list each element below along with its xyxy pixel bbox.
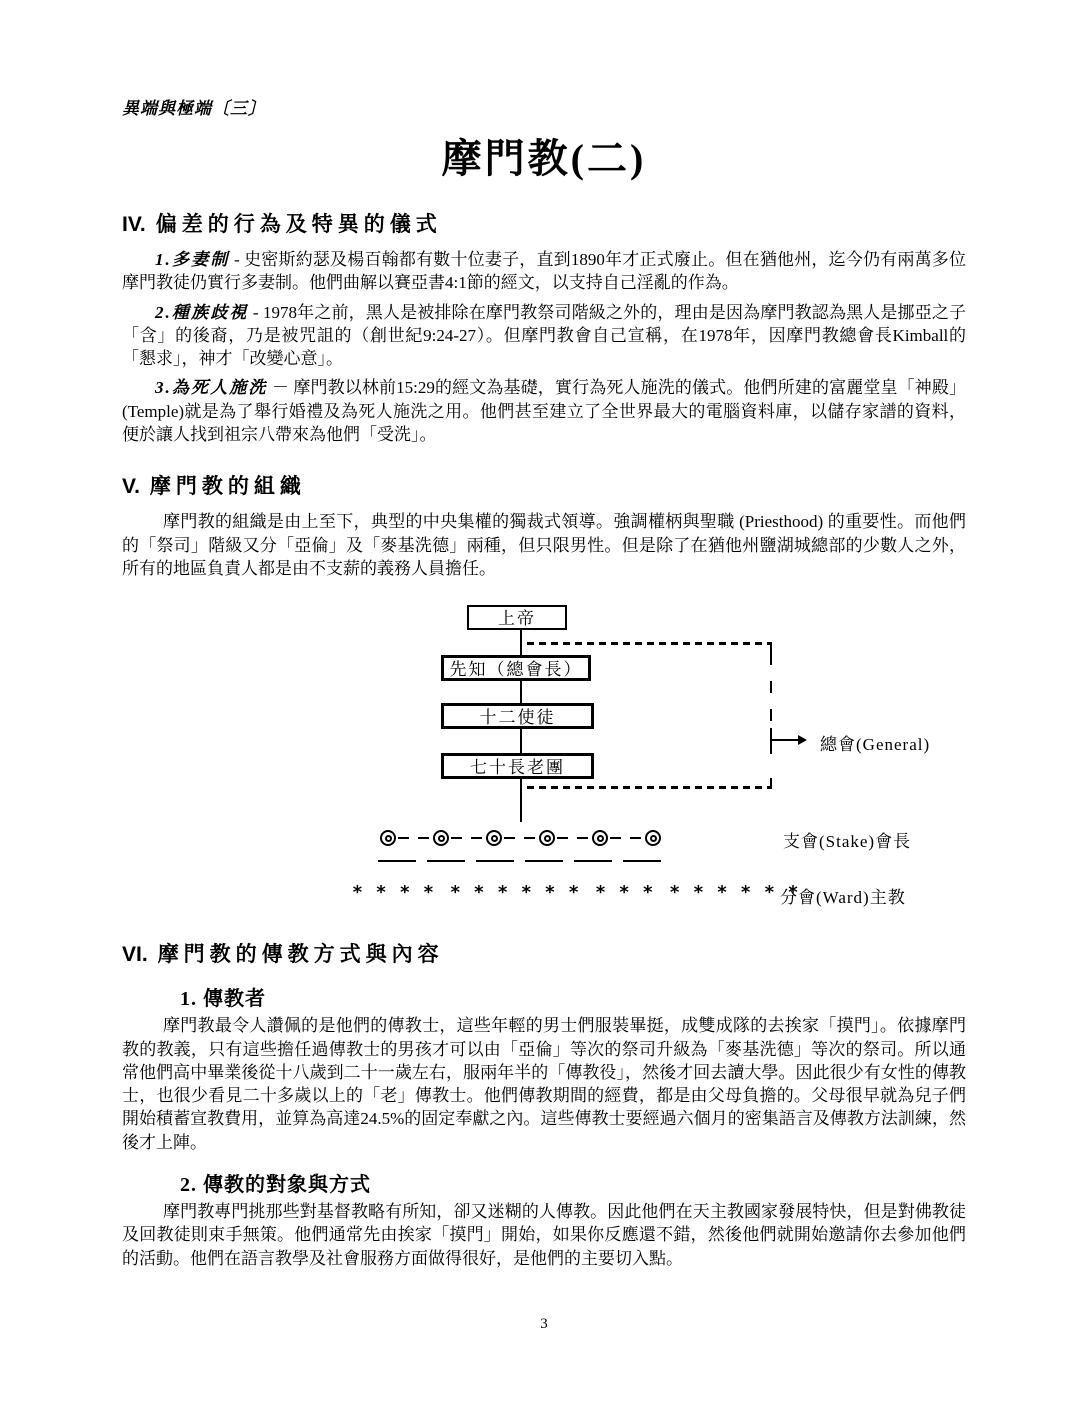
stake-circle-icon: [592, 830, 608, 846]
arrow-icon: [772, 739, 800, 741]
general-level-label: 總會(General): [820, 735, 931, 755]
dash-connector-icon: [398, 837, 432, 839]
stake-circle-icon: [539, 830, 555, 846]
ward-level-label: 分會(Ward)主教: [780, 888, 906, 908]
page-title: 摩門教(二): [441, 136, 647, 181]
dash-connector-icon: [557, 837, 591, 839]
stake-presidents-row: [380, 830, 661, 846]
ward-line-icon: [427, 860, 465, 862]
dash-connector-icon: [451, 837, 485, 839]
subsection-targets-title: 2. 傳教的對象與方式: [180, 1174, 371, 1197]
section-number: V.: [122, 475, 140, 499]
org-box-seventy-elders: 七十長老團: [441, 753, 594, 779]
paragraph-organization: 摩門教的組織是由上至下，典型的中央集權的獨裁式領導。強調權柄與聖職 (Priesthood) 的重要性。而他們的「祭司」階級又分「亞倫」及「麥基洗德」兩種，但只限男性。但是除了在猶他州鹽湖城總部的少數人之外，所有的地區負責人都是由不支薪的義務人員擔任。: [122, 512, 966, 578]
ward-line-icon: [574, 860, 612, 862]
ward-line-icon: [476, 860, 514, 862]
arrow-base-tick: [770, 728, 772, 754]
paragraph-targets: 摩門教專門挑那些對基督教略有所知，卻又迷糊的人傳教。因此他們在天主教國家發展特快，但是對佛教徒及回教徒則束手無策。他們通常先由挨家「摸門」開始，如果你反應還不錯，然後他們就開始邀請你去參加他們的活動。他們在語言教學及社會服務方面做得很好，是他們的主要切入點。: [122, 1202, 966, 1268]
item-text: 1978年之前，黑人是被排除在摩門教祭司階級之外的，理由是因為摩門教認為黑人是挪亞之子「含」的後裔，乃是被咒詛的（創世紀9:24-27）。但摩門教會自己宣稱，在1978年，因摩門教總會長Kimball的「懇求」，神才「改變心意」。: [122, 302, 967, 369]
connector-line: [520, 779, 522, 822]
stake-level-label: 支會(Stake)會長: [783, 832, 912, 852]
dash-connector-icon: [610, 837, 644, 839]
arrow-head-icon: [798, 735, 807, 745]
connector-line: [520, 630, 522, 655]
item-text: 史密斯約瑟及楊百翰都有數十位妻子，直到1890年才正式廢止。但在猶他州，迄今仍有兩萬多位摩門教徒仍實行多妻制。他們曲解以賽亞書4:1節的經文，以支持自己淫亂的作為。: [122, 250, 967, 293]
page-number: 3: [540, 1316, 548, 1332]
ward-bishops-row: [352, 883, 799, 903]
dash-connector-icon: [504, 837, 538, 839]
item-separator: -: [229, 250, 245, 269]
connector-line: [520, 729, 522, 753]
stake-circle-icon: [645, 830, 661, 846]
item-separator: －: [267, 378, 294, 398]
section-heading-text: 摩門教的傳教方式與內容: [157, 942, 444, 967]
section-heading-text: 摩門教的組織: [149, 474, 306, 499]
item-label: 1.多妻制: [155, 250, 230, 269]
stake-circle-icon: [380, 830, 396, 846]
section-heading-v: [122, 470, 966, 500]
ward-asterisks: * * * * * *: [449, 882, 581, 904]
item-separator: -: [248, 302, 264, 322]
ward-line-icon: [378, 860, 416, 862]
paragraph-missionaries: 摩門教最令人讚佩的是他們的傳教士，這些年輕的男士們服裝畢挺，成雙成隊的去挨家「摸門」。依據摩門教的教義，只有這些擔任過傳教士的男孩才可以由「亞倫」等次的祭司升級為「麥基洗德」等次的祭司。所以通常他們高中畢業後從十八歲到二十一歲左右，服兩年半的「傳教役」，然後才回去讀大學。因此很少有女性的傳教士，也很少看見二十多歲以上的「老」傳教士。他們傳教期間的經費，都是由父母負擔的。父母很早就為兒子們開始積蓄宣教費用，並算為高達24.5%的固定奉獻之內。這些傳教士要經過六個月的密集語言及傳教方法訓練，然後才上陣。: [122, 1016, 966, 1152]
dashed-line-bottom: [527, 786, 772, 789]
ward-line-icon: [623, 860, 661, 862]
item-label: 2.種族歧視: [155, 302, 249, 322]
paragraph-racism: [122, 301, 966, 371]
connector-line: [520, 681, 522, 703]
section-heading-text: 偏差的行為及特異的儀式: [155, 212, 442, 236]
running-header: 異端與極端〔三〕: [122, 99, 266, 118]
section-number: VI.: [122, 943, 148, 967]
org-box-god: 上帝: [467, 605, 567, 630]
item-label: 3.為死人施洗: [155, 378, 268, 398]
dashed-line-right: [770, 653, 772, 728]
section-number: IV.: [122, 213, 146, 236]
section-heading-vi: [122, 938, 966, 968]
org-box-twelve-apostles: 十二使徒: [441, 703, 594, 729]
ward-asterisks: * * *: [595, 882, 655, 904]
ward-asterisks: * * * *: [352, 882, 435, 904]
org-box-prophet: 先知（總會長）: [441, 655, 591, 681]
dashed-line-top: [527, 642, 772, 645]
paragraph-baptism-for-dead: [122, 376, 966, 446]
stake-underline-row: [378, 860, 661, 862]
ward-asterisks: * * * * * *: [669, 882, 800, 904]
section-heading-iv: [122, 208, 966, 238]
ward-line-icon: [525, 860, 563, 862]
paragraph-polygamy: [122, 248, 966, 295]
org-chart: [122, 600, 966, 912]
stake-circle-icon: [486, 830, 502, 846]
stake-circle-icon: [433, 830, 449, 846]
corner-tick: [770, 642, 772, 653]
item-text: 摩門教以林前15:29的經文為基礎，實行為死人施洗的儀式。他們所建的富麗堂皇「神殿」(Temple)就是為了舉行婚禮及為死人施洗之用。他們甚至建立了全世界最大的電腦資料庫，以儲存家譜的資料，便於讓人找到祖宗八帶來為他們「受洗」。: [122, 378, 967, 445]
corner-tick: [770, 778, 772, 789]
subsection-missionaries-title: 1. 傳教者: [180, 988, 266, 1011]
